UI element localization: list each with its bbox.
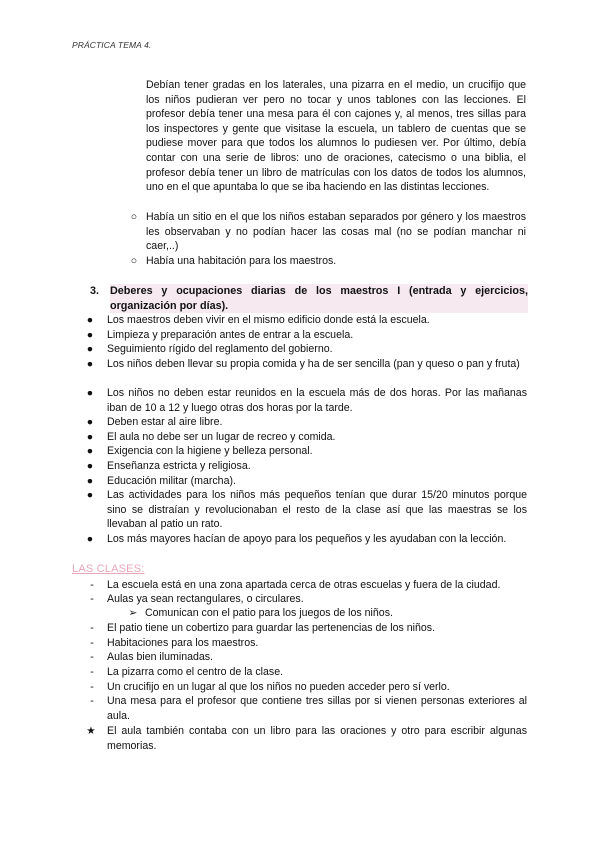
list-item: Las actividades para los niños más pequeños tenían que durar 15/20 minutos porque sino se distraían y revolucionaban el resto de la clase así que las maestras se los llevaban al patio un rato.	[107, 489, 527, 531]
section-number: 3.	[90, 285, 100, 297]
list-item: El aula también contaba con un libro para las oraciones y otro para escribir algunas memorias.	[107, 725, 527, 752]
bullet-icon: ●	[86, 387, 94, 399]
list-item: Una mesa para el profesor que contiene tres sillas por si vienen personas exteriores al aula.	[107, 695, 527, 722]
bullet-icon: ●	[86, 358, 94, 370]
star-icon: ★	[86, 725, 96, 737]
dash-icon: -	[90, 579, 94, 591]
list-item: Enseñanza estricta y religiosa.	[107, 460, 251, 472]
list-item: Educación militar (marcha).	[107, 475, 236, 487]
list-item: El patio tiene un cobertizo para guardar las pertenencias de los niños.	[107, 622, 436, 634]
las-clases-heading: LAS CLASES:	[72, 563, 145, 575]
dash-icon: -	[90, 637, 94, 649]
list-item: La escuela está en una zona apartada cerca de otras escuelas y fuera de la ciudad.	[107, 579, 501, 591]
dash-icon: -	[90, 651, 94, 663]
bullet-icon: ●	[86, 343, 94, 355]
intro-paragraph: Debían tener gradas en los laterales, una pizarra en el medio, un crucifijo que los niños pudieran ver pero no tocar y unos tablones con las lecciones. El profesor debía tener una mesa para él con cajones y, al menos, tres sillas para los inspectores y gente que visitase la escuela, un tablero de cuentas que se pudiese mover para que todos los alumnos lo pudiesen ver. Por último, debía contar con una serie de libros: uno de oraciones, catecismo o una biblia, el profesor debía tener un libro de matrículas con los datos de todos los alumnos, uno en el que apuntaba lo que se iba haciendo en las distintas lecciones.	[146, 79, 526, 194]
list-item: Exigencia con la higiene y belleza personal.	[107, 445, 313, 457]
dash-icon: -	[90, 666, 94, 678]
list-item: El aula no debe ser un lugar de recreo y comida.	[107, 431, 336, 443]
dash-icon: -	[90, 695, 94, 707]
arrow-bullet-icon: ➢	[128, 607, 138, 619]
list-item: Aulas bien iluminadas.	[107, 651, 213, 663]
list-item: Habitaciones para los maestros.	[107, 637, 259, 649]
list-item: Seguimiento rígido del reglamento del gobierno.	[107, 343, 333, 355]
bullet-icon: ●	[86, 431, 94, 443]
bullet-icon: ●	[86, 329, 94, 341]
section-title: Deberes y ocupaciones diarias de los maestros I (entrada y ejercicios, organización por días).	[110, 285, 528, 312]
circle-bullet-icon: ○	[130, 211, 138, 223]
list-item: Comunican con el patio para los juegos de los niños.	[145, 607, 393, 619]
list-item: Los niños no deben estar reunidos en la escuela más de dos horas. Por las mañanas iban de 10 a 12 y luego otras dos horas por la tarde.	[107, 387, 527, 414]
list-item: Un crucifijo en un lugar al que los niños no pueden acceder pero sí verlo.	[107, 681, 450, 693]
list-item: Aulas ya sean rectangulares, o circulares.	[107, 593, 304, 605]
bullet-icon: ●	[86, 416, 94, 428]
list-item: Había un sitio en el que los niños estaban separados por género y los maestros les observaban y no podían hacer las cosas mal (no se podían manchar ni caer,..)	[146, 211, 526, 253]
bullet-icon: ●	[86, 445, 94, 457]
list-item: La pizarra como el centro de la clase.	[107, 666, 284, 678]
dash-icon: -	[90, 593, 94, 605]
bullet-icon: ●	[86, 314, 94, 326]
bullet-icon: ●	[86, 460, 94, 472]
list-item: Los maestros deben vivir en el mismo edificio donde está la escuela.	[107, 314, 430, 326]
list-item: Deben estar al aire libre.	[107, 416, 223, 428]
page-header: PRÁCTICA TEMA 4.	[72, 40, 152, 50]
circle-bullet-icon: ○	[130, 255, 138, 267]
list-item: Limpieza y preparación antes de entrar a la escuela.	[107, 329, 354, 341]
list-item: Había una habitación para los maestros.	[146, 255, 337, 267]
list-item: Los niños deben llevar su propia comida y ha de ser sencilla (pan y queso o pan y fruta)	[107, 358, 520, 370]
bullet-icon: ●	[86, 475, 94, 487]
dash-icon: -	[90, 622, 94, 634]
bullet-icon: ●	[86, 489, 94, 501]
list-item: Los más mayores hacían de apoyo para los pequeños y les ayudaban con la lección.	[107, 533, 507, 545]
dash-icon: -	[90, 681, 94, 693]
bullet-icon: ●	[86, 533, 94, 545]
